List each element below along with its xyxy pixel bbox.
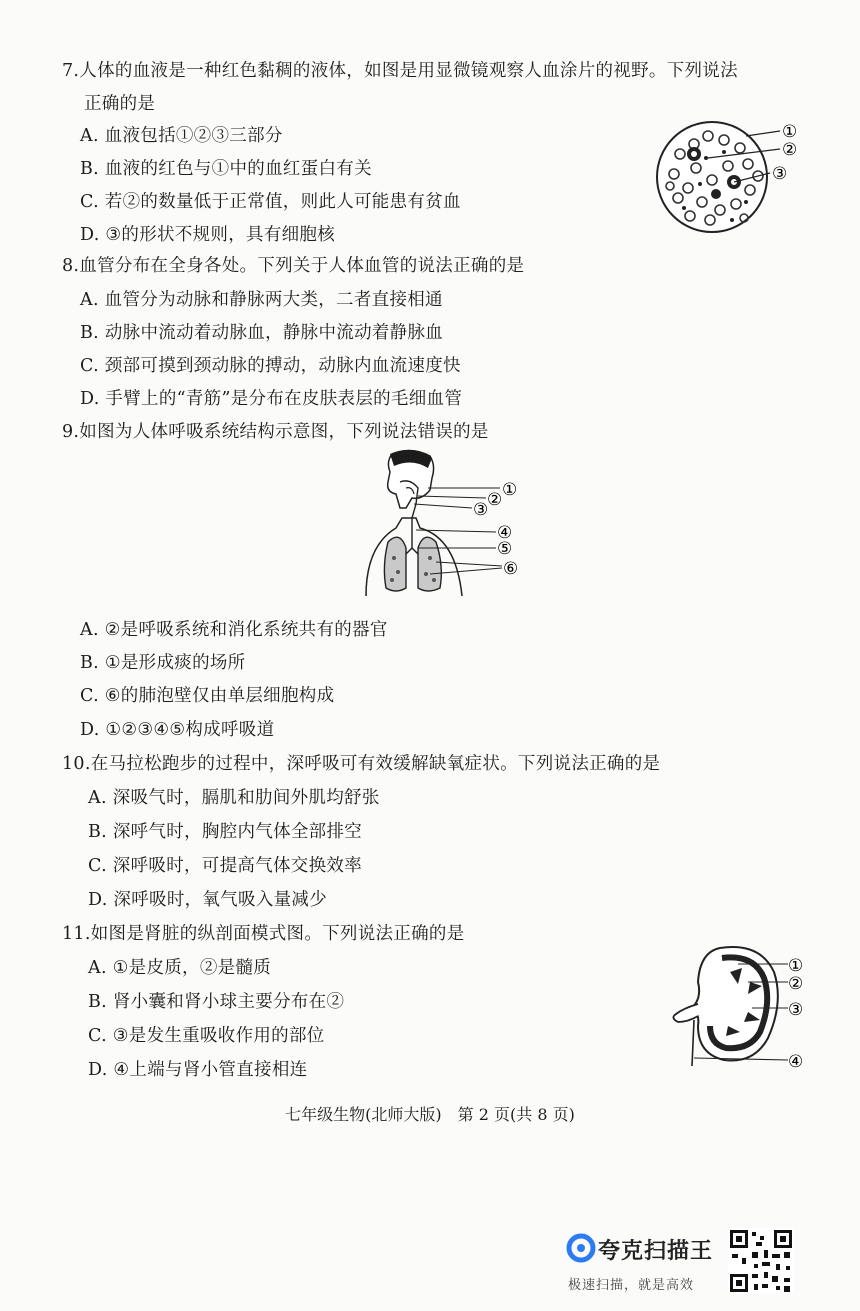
page-footer: 七年级生物(北师大版) 第 2 页(共 8 页) <box>285 1105 575 1124</box>
q8-option-a: A. 血管分为动脉和静脉两大类，二者直接相通 <box>80 290 443 310</box>
q7-figure-label-1: ① <box>782 122 798 142</box>
q11-option-d: D. ④上端与肾小管直接相连 <box>88 1060 308 1080</box>
q8-option-b: B. 动脉中流动着动脉血，静脉中流动着静脉血 <box>80 323 444 343</box>
blood-smear-figure <box>650 118 830 236</box>
q7-stem-line1: 7.人体的血液是一种红色黏稠的液体，如图是用显微镜观察人血涂片的视野。下列说法 <box>62 61 738 81</box>
q9-figure-label-1: ① <box>502 480 518 500</box>
q7-option-c: C. 若②的数量低于正常值，则此人可能患有贫血 <box>80 192 461 212</box>
qr-code-icon <box>728 1228 794 1294</box>
q9-option-a: A. ②是呼吸系统和消化系统共有的器官 <box>80 620 388 640</box>
q7-stem-line2: 正确的是 <box>84 94 156 114</box>
q11-option-c: C. ③是发生重吸收作用的部位 <box>88 1026 325 1046</box>
q8-option-d: D. 手臂上的“青筋”是分布在皮肤表层的毛细血管 <box>80 389 463 409</box>
q9-figure-label-3: ③ <box>473 500 489 520</box>
q7-figure-label-2: ② <box>782 140 798 160</box>
q7-figure-label-3: ③ <box>772 164 788 184</box>
kidney-section-figure <box>664 942 814 1072</box>
q9-figure-label-6: ⑥ <box>503 559 519 579</box>
q10-stem: 10.在马拉松跑步的过程中，深呼吸可有效缓解缺氧症状。下列说法正确的是 <box>62 754 661 774</box>
q10-option-d: D. 深呼吸时，氧气吸入量减少 <box>88 890 328 910</box>
q9-option-d: D. ①②③④⑤构成呼吸道 <box>80 720 275 740</box>
q10-option-c: C. 深呼吸时，可提高气体交换效率 <box>88 856 362 876</box>
q9-option-c: C. ⑥的肺泡壁仅由单层细胞构成 <box>80 686 335 706</box>
q11-stem: 11.如图是肾脏的纵剖面模式图。下列说法正确的是 <box>62 924 465 944</box>
q11-figure-label-3: ③ <box>788 1000 804 1020</box>
watermark-subtitle: 极速扫描，就是高效 <box>568 1278 695 1293</box>
q11-figure-label-4: ④ <box>788 1052 804 1072</box>
q9-figure-label-5: ⑤ <box>497 539 513 559</box>
q10-option-a: A. 深吸气时，膈肌和肋间外肌均舒张 <box>88 788 380 808</box>
q8-stem: 8.血管分布在全身各处。下列关于人体血管的说法正确的是 <box>62 256 525 276</box>
q7-option-b: B. 血液的红色与①中的血红蛋白有关 <box>80 159 372 179</box>
q9-option-b: B. ①是形成痰的场所 <box>80 653 246 673</box>
q7-option-d: D. ③的形状不规则，具有细胞核 <box>80 225 336 245</box>
q10-option-b: B. 深呼气时，胸腔内气体全部排空 <box>88 822 363 842</box>
q11-option-b: B. 肾小囊和肾小球主要分布在② <box>88 992 345 1012</box>
q11-option-a: A. ①是皮质，②是髓质 <box>88 958 272 978</box>
quark-logo-icon <box>566 1233 596 1263</box>
q9-figure-label-4: ④ <box>497 523 513 543</box>
q11-figure-label-2: ② <box>788 974 804 994</box>
q7-option-a: A. 血液包括①②③三部分 <box>80 126 283 146</box>
q11-figure-label-1: ① <box>788 956 804 976</box>
q9-stem: 9.如图为人体呼吸系统结构示意图，下列说法错误的是 <box>62 422 489 442</box>
q9-figure-label-2: ② <box>487 490 503 510</box>
q8-option-c: C. 颈部可摸到颈动脉的搏动，动脉内血流速度快 <box>80 356 461 376</box>
respiratory-system-figure <box>356 448 536 600</box>
watermark-title: 夸克扫描王 <box>598 1239 714 1264</box>
